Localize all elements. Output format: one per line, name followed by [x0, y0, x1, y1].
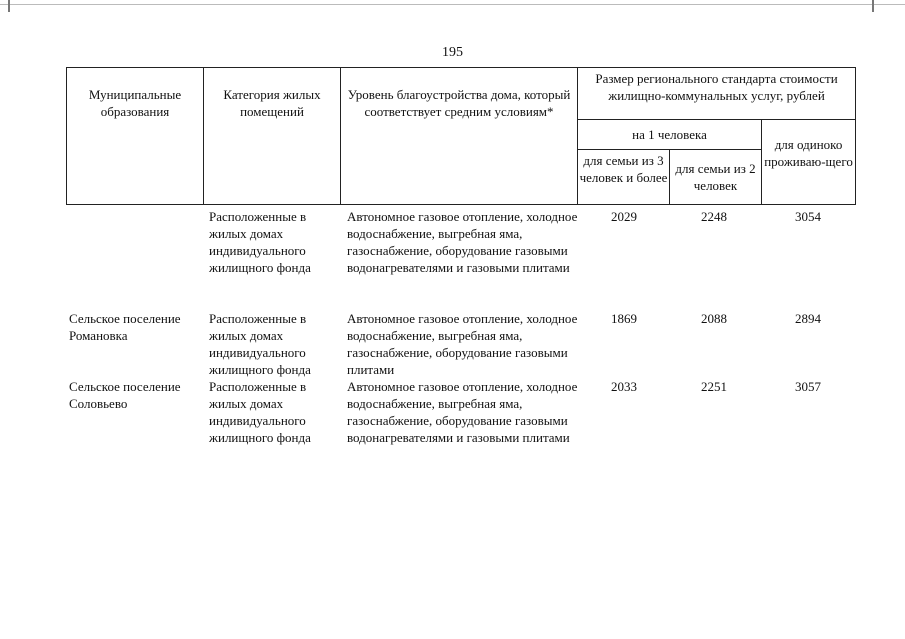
header-municipality: Муниципальные образования: [67, 68, 204, 205]
cell-single: 3057: [795, 379, 821, 394]
header-category: Категория жилых помещений: [204, 68, 341, 205]
header-level: Уровень благоустройства дома, который соответствует средним условиям*: [341, 68, 578, 205]
page-number: 195: [442, 45, 463, 60]
cell-family2: 2251: [701, 379, 727, 394]
header-family3: для семьи из 3 человек и более: [578, 150, 670, 205]
cell-family3: 2033: [611, 379, 637, 394]
cell-family2: 2248: [701, 209, 727, 224]
cell-family3: 2029: [611, 209, 637, 224]
cell-level: Автономное газовое отопление, холодное водоснабжение, выгребная яма, газоснабжение, оборудование газовыми водонагревателями и газовыми плитами: [347, 379, 578, 445]
scan-corner-mark: [8, 0, 34, 12]
cell-category: Расположенные в жилых домах индивидуального жилищного фонда: [209, 209, 311, 275]
cell-municipality: Сельское поселение Романовка: [69, 311, 181, 343]
cell-family3: 1869: [611, 311, 637, 326]
scan-corner-mark: [872, 0, 898, 12]
header-per-person: на 1 человека: [578, 120, 762, 150]
scan-top-border: [0, 4, 905, 5]
cell-level: Автономное газовое отопление, холодное водоснабжение, выгребная яма, газоснабжение, оборудование газовыми плитами: [347, 311, 578, 377]
cell-category: Расположенные в жилых домах индивидуального жилищного фонда: [209, 379, 311, 445]
header-family2: для семьи из 2 человек: [670, 150, 762, 205]
cell-category: Расположенные в жилых домах индивидуального жилищного фонда: [209, 311, 311, 377]
cell-single: 3054: [795, 209, 821, 224]
header-standard: Размер регионального стандарта стоимости жилищно-коммунальных услуг, рублей: [578, 68, 856, 120]
cell-level: Автономное газовое отопление, холодное водоснабжение, выгребная яма, газоснабжение, оборудование газовыми водонагревателями и газовыми плитами: [347, 209, 578, 275]
cell-municipality: Сельское поселение Соловьево: [69, 379, 181, 411]
table-header: [66, 67, 856, 205]
cell-family2: 2088: [701, 311, 727, 326]
cell-single: 2894: [795, 311, 821, 326]
header-single: для одиноко проживаю-щего: [762, 120, 856, 205]
